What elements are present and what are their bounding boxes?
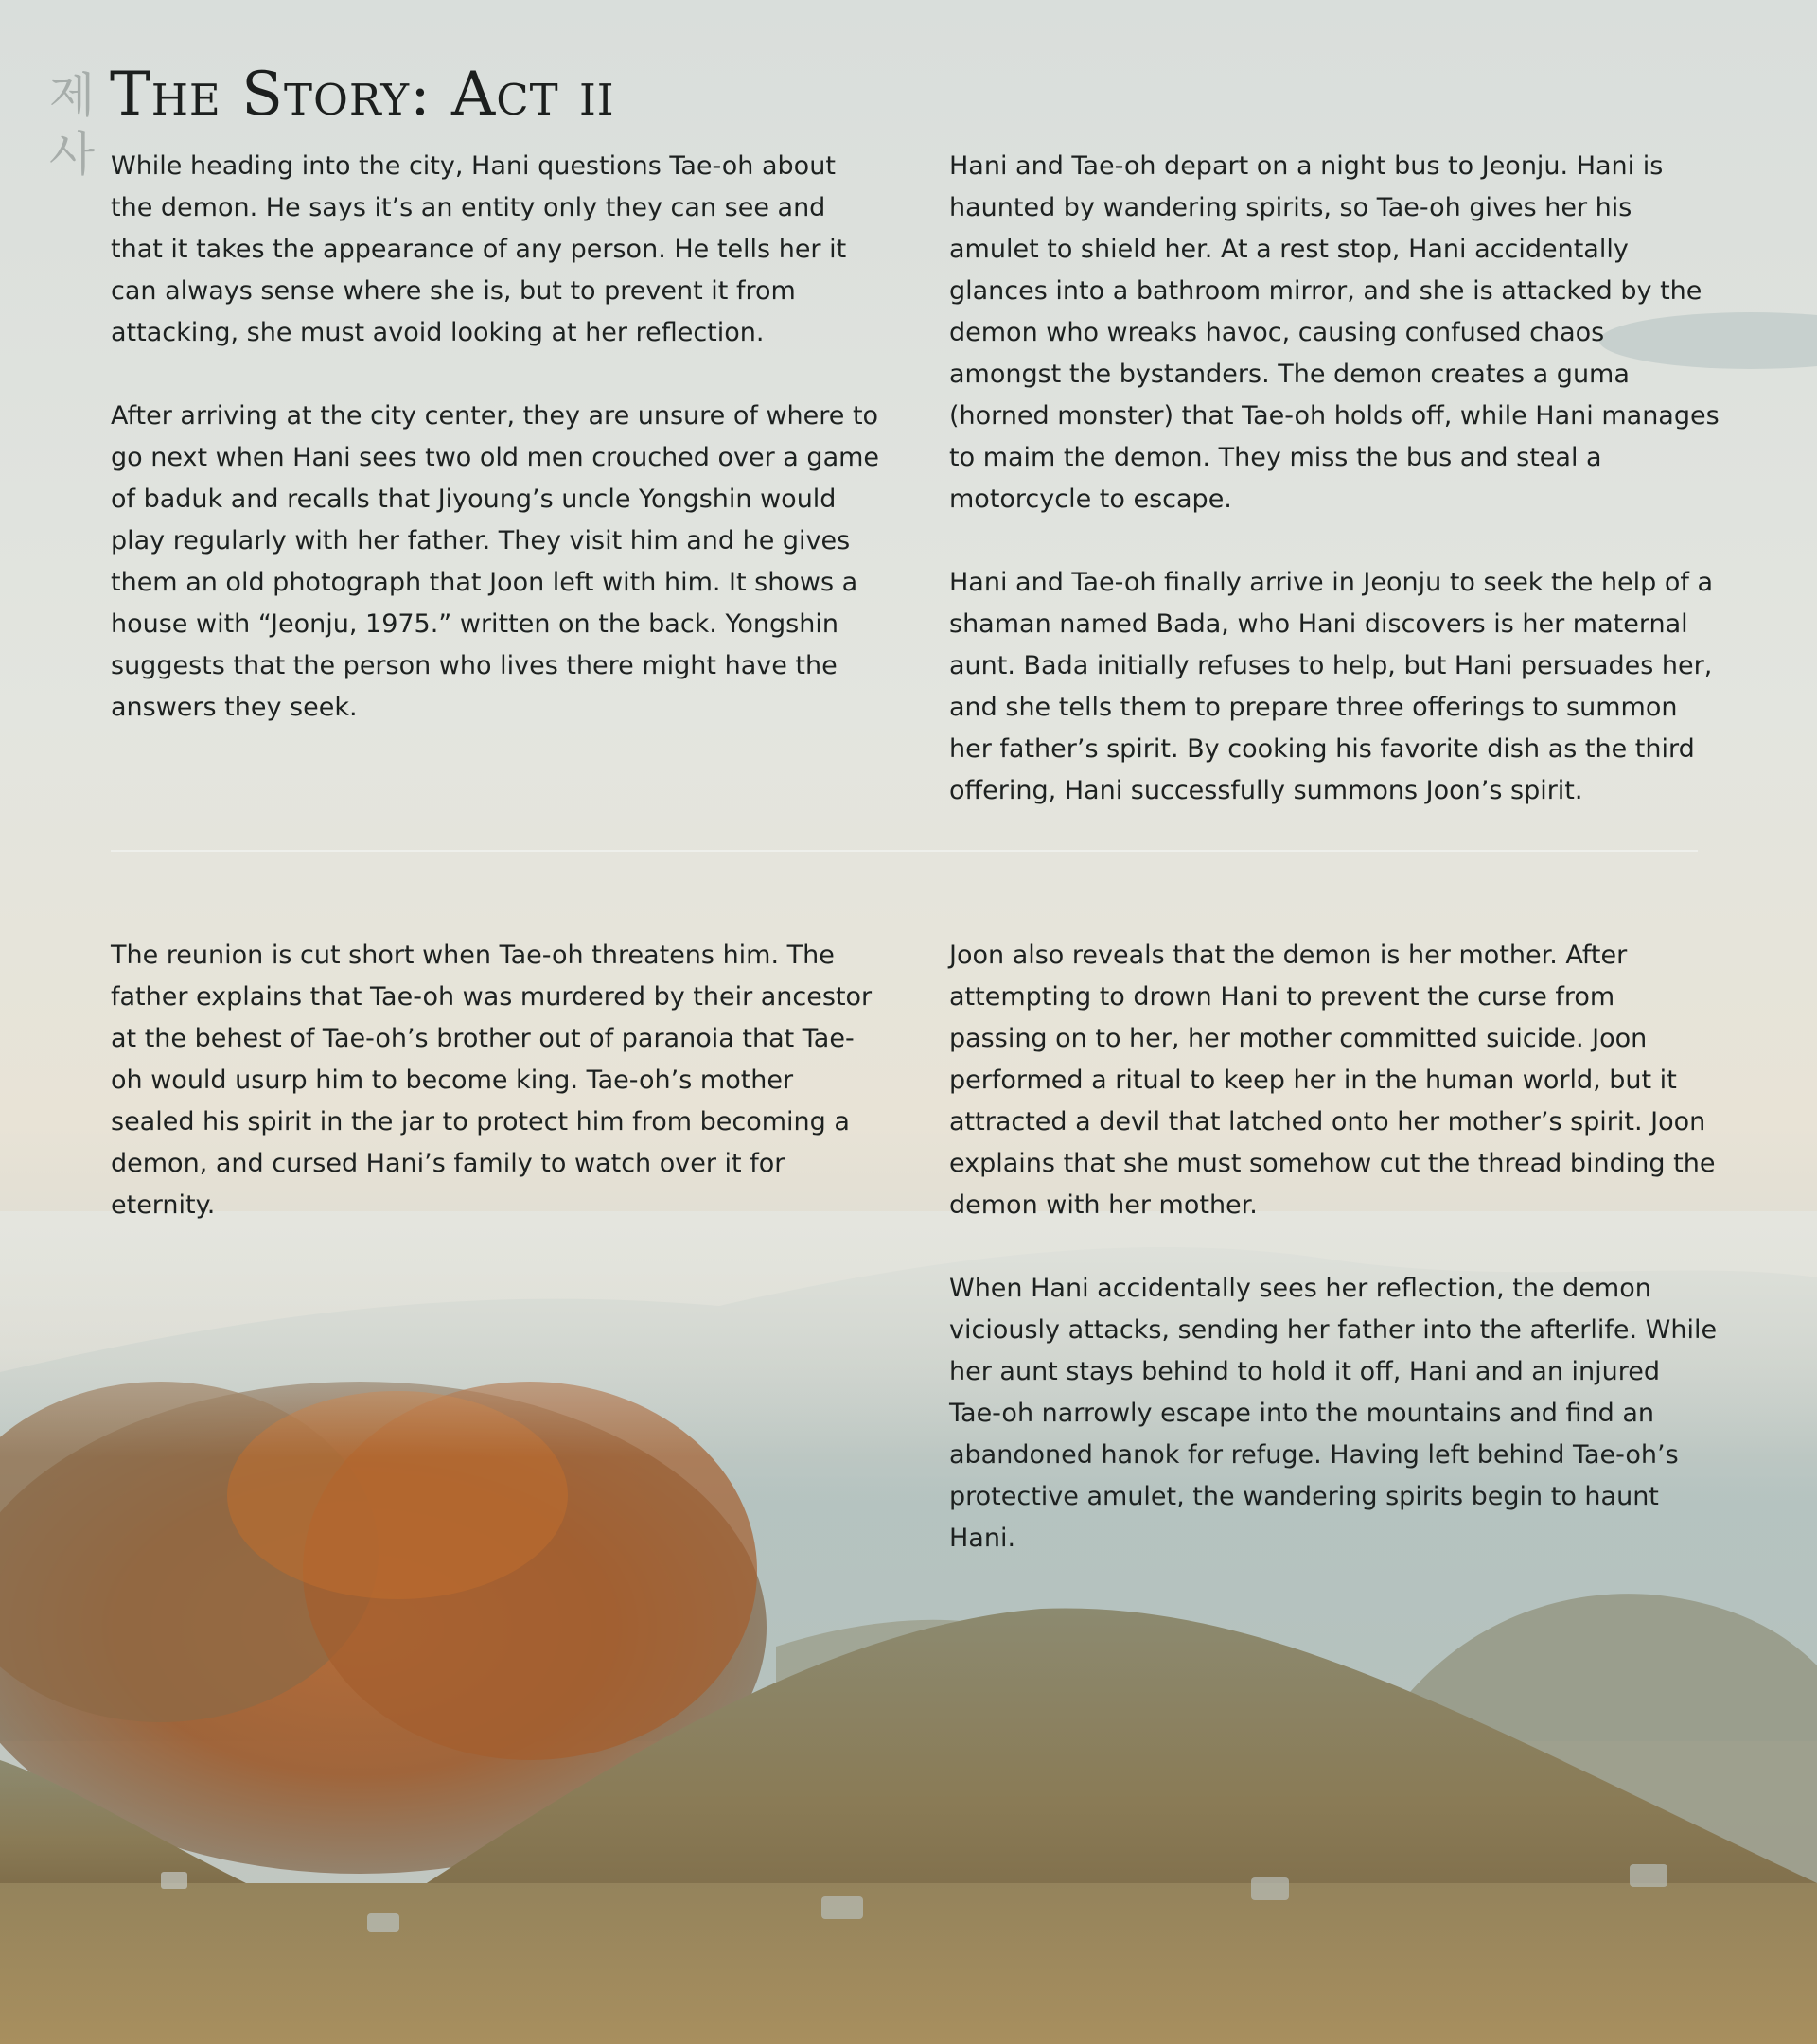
story-paragraph: After arriving at the city center, they are unsure of where to go next when Hani sees two old men crouched over a game of baduk and recalls that Jiyoung’s uncle Yongshin would play regularly with her father. They visit him and he gives them an old photograph that Joon left with him. It shows a house with “Jeonju, 1975.” written on the back. Yongshin suggests that the person who lives there might have the answers they seek. bbox=[111, 401, 880, 722]
page-title: The Story: Act ii bbox=[110, 60, 615, 130]
story-column-bottom-right bbox=[949, 935, 1720, 1559]
korean-char: 제 bbox=[48, 68, 96, 123]
story-column-top-left bbox=[111, 146, 882, 729]
story-paragraph: Hani and Tae-oh depart on a night bus to Jeonju. Hani is haunted by wandering spirits, so Tae-oh gives her his amulet to shield her. At a rest stop, Hani accidentally glances into a bathroom mirror, and she is attacked by the demon who wreaks havoc, causing confused chaos amongst the bystanders. The demon creates a guma (horned monster) that Tae-oh holds off, while Hani manages to maim the demon. They miss the bus and steal a motorcycle to escape. bbox=[949, 151, 1720, 514]
story-paragraph: While heading into the city, Hani questions Tae-oh about the demon. He says it’s an entity only they can see and that it takes the appearance of any person. He tells her it can always sense where she is, but to prevent it from attacking, she must avoid looking at her reflection. bbox=[111, 151, 847, 347]
story-paragraph: Joon also reveals that the demon is her mother. After attempting to drown Hani to prevent the curse from passing on to her, her mother committed suicide. Joon performed a ritual to keep her in the human world, but it attracted a devil that latched onto her mother’s spirit. Joon explains that she must somehow cut the thread binding the demon with her mother. bbox=[949, 941, 1716, 1220]
korean-char: 사 bbox=[48, 127, 96, 182]
story-paragraph: The reunion is cut short when Tae-oh threatens him. The father explains that Tae-oh was murdered by their ancestor at the behest of Tae-oh’s brother out of paranoia that Tae-oh would usurp him to become king. Tae-oh’s mother sealed his spirit in the jar to protect him from becoming a demon, and cursed Hani’s family to watch over it for eternity. bbox=[111, 941, 873, 1220]
section-divider bbox=[111, 850, 1698, 852]
korean-title-mark bbox=[44, 66, 100, 184]
story-paragraph: When Hani accidentally sees her reflection, the demon viciously attacks, sending her father into the afterlife. While her aunt stays behind to hold it off, Hani and an injured Tae-oh narrowly escape into the mountains and find an abandoned hanok for refuge. Having left behind Tae-oh’s protective amulet, the wandering spirits begin to haunt Hani. bbox=[949, 1274, 1718, 1553]
story-column-top-right bbox=[949, 146, 1720, 812]
story-paragraph: Hani and Tae-oh finally arrive in Jeonju to seek the help of a shaman named Bada, who Hani discovers is her maternal aunt. Bada initially refuses to help, but Hani persuades her, and she tells them to prepare three offerings to summon her father’s spirit. By cooking his favorite dish as the third offering, Hani successfully summons Joon’s spirit. bbox=[949, 568, 1714, 805]
story-column-bottom-left bbox=[111, 935, 882, 1226]
